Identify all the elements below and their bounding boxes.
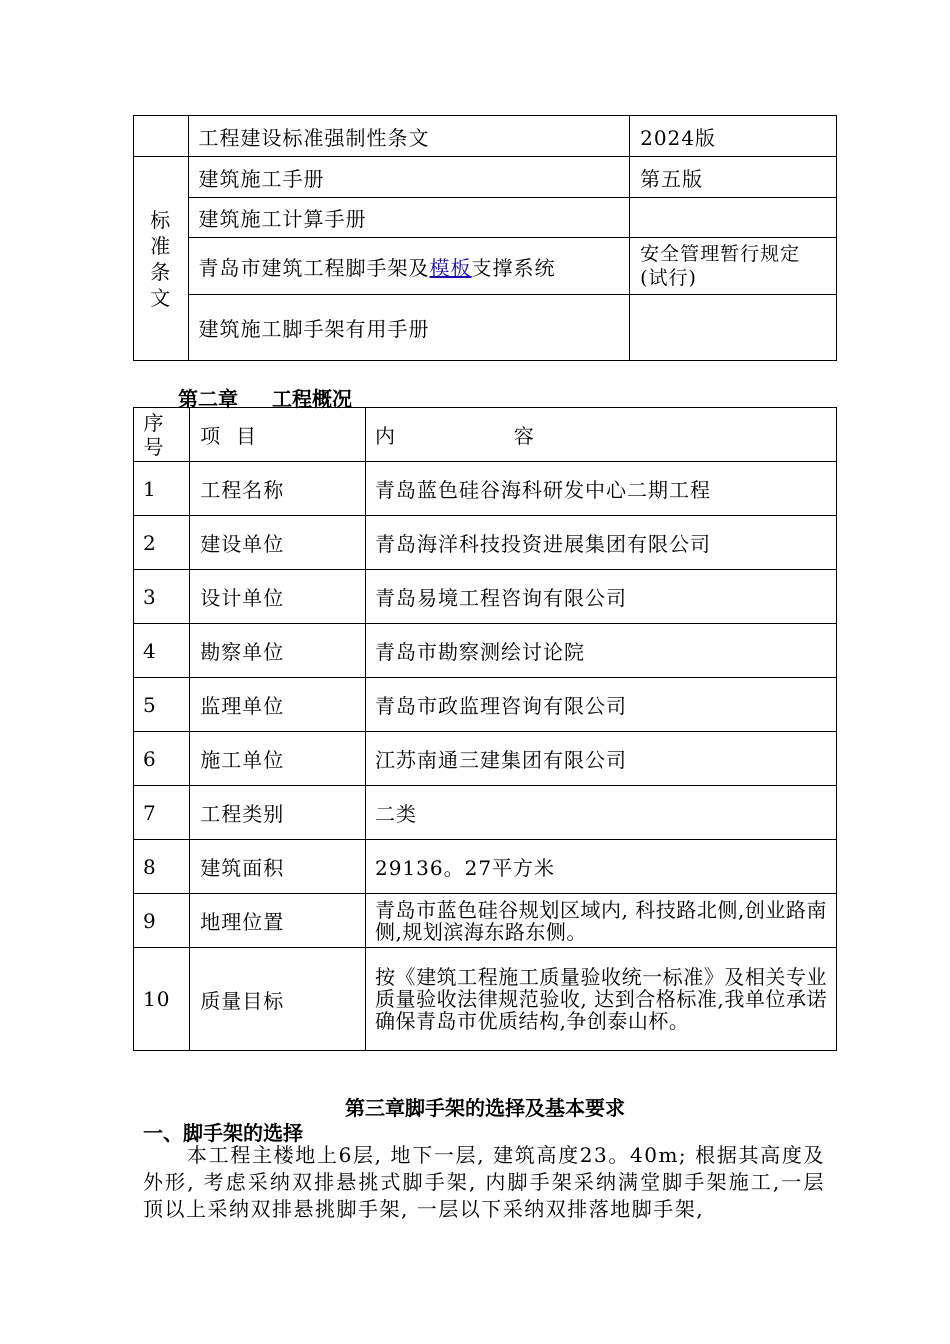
standard-edition: 第五版	[630, 157, 837, 198]
row-no: 2	[134, 516, 190, 570]
standard-name-post: 支撑系统	[471, 255, 556, 280]
blank-cell	[134, 116, 189, 157]
table-row	[134, 624, 837, 678]
row-content: 江苏南通三建集团有限公司	[365, 732, 836, 786]
row-no: 7	[134, 786, 190, 840]
overview-table	[133, 407, 837, 1051]
chapter3-heading: 第三章脚手架的选择及基本要求	[345, 1096, 625, 1120]
row-no: 8	[134, 840, 190, 894]
row-content: 青岛易境工程咨询有限公司	[365, 570, 836, 624]
header-no-cell	[134, 408, 190, 462]
standards-side-label: 标准条文	[150, 207, 172, 310]
row-item: 施工单位	[190, 732, 366, 786]
standards-table	[133, 115, 837, 361]
row-no: 1	[134, 462, 190, 516]
table-row	[134, 948, 837, 1051]
body-paragraph: 本工程主楼地上6层, 地下一层, 建筑高度23。40m; 根据其高度及外形, 考虑采纳双排悬挑式脚手架, 内脚手架采纳满堂脚手架施工,一层顶以上采纳双排悬挑脚手架, 一层以下采纳双排落地脚手架,	[143, 1143, 825, 1221]
template-link[interactable]: 模板	[429, 255, 472, 280]
row-content: 青岛市蓝色硅谷规划区域内, 科技路北侧,创业路南侧,规划滨海东路东侧。	[365, 894, 836, 948]
row-item: 勘察单位	[190, 624, 366, 678]
row-item: 监理单位	[190, 678, 366, 732]
standard-edition: 2024版	[630, 116, 837, 157]
row-no: 9	[134, 894, 190, 948]
standards-side-label-cell	[134, 157, 189, 361]
row-item: 工程名称	[190, 462, 366, 516]
header-content: 内 容	[365, 408, 836, 462]
row-content: 青岛蓝色硅谷海科研发中心二期工程	[365, 462, 836, 516]
table-row	[134, 732, 837, 786]
standard-edition: 安全管理暂行规定(试行)	[630, 238, 837, 295]
standard-name: 建筑施工手册	[188, 157, 630, 198]
header-no: 序号	[143, 410, 165, 459]
standard-name-pre: 青岛市建筑工程脚手架及	[198, 255, 430, 280]
chapter2-title: 工程概况	[272, 387, 352, 411]
row-content: 青岛市勘察测绘讨论院	[365, 624, 836, 678]
row-content: 青岛海洋科技投资进展集团有限公司	[365, 516, 836, 570]
row-content: 按《建筑工程施工质量验收统一标准》及相关专业质量验收法律规范验收, 达到合格标准,我单位承诺确保青岛市优质结构,争创泰山杯。	[365, 948, 836, 1051]
table-row	[134, 516, 837, 570]
header-item: 项 目	[190, 408, 366, 462]
standard-name: 建筑施工计算手册	[188, 198, 630, 238]
row-no: 10	[134, 948, 190, 1051]
section1-heading: 一、脚手架的选择	[143, 1121, 303, 1145]
row-item: 地理位置	[190, 894, 366, 948]
row-item: 质量目标	[190, 948, 366, 1051]
row-content: 29136。27平方米	[365, 840, 836, 894]
table-row	[134, 840, 837, 894]
table-row	[134, 462, 837, 516]
table-row	[134, 238, 837, 295]
standard-edition	[630, 295, 837, 361]
row-content: 青岛市政监理咨询有限公司	[365, 678, 836, 732]
row-item: 工程类别	[190, 786, 366, 840]
row-item: 设计单位	[190, 570, 366, 624]
table-row	[134, 116, 837, 157]
row-item: 建筑面积	[190, 840, 366, 894]
table-row	[134, 894, 837, 948]
row-no: 3	[134, 570, 190, 624]
standard-name	[188, 238, 630, 295]
table-row	[134, 678, 837, 732]
table-header-row	[134, 408, 837, 462]
table-row	[134, 570, 837, 624]
row-no: 4	[134, 624, 190, 678]
table-row	[134, 198, 837, 238]
row-content: 二类	[365, 786, 836, 840]
row-no: 5	[134, 678, 190, 732]
standard-edition	[630, 198, 837, 238]
row-no: 6	[134, 732, 190, 786]
table-row	[134, 786, 837, 840]
standard-name: 建筑施工脚手架有用手册	[188, 295, 630, 361]
standard-name: 工程建设标准强制性条文	[188, 116, 630, 157]
row-item: 建设单位	[190, 516, 366, 570]
table-row	[134, 157, 837, 198]
chapter2-number: 第二章	[178, 387, 238, 411]
table-row	[134, 295, 837, 361]
